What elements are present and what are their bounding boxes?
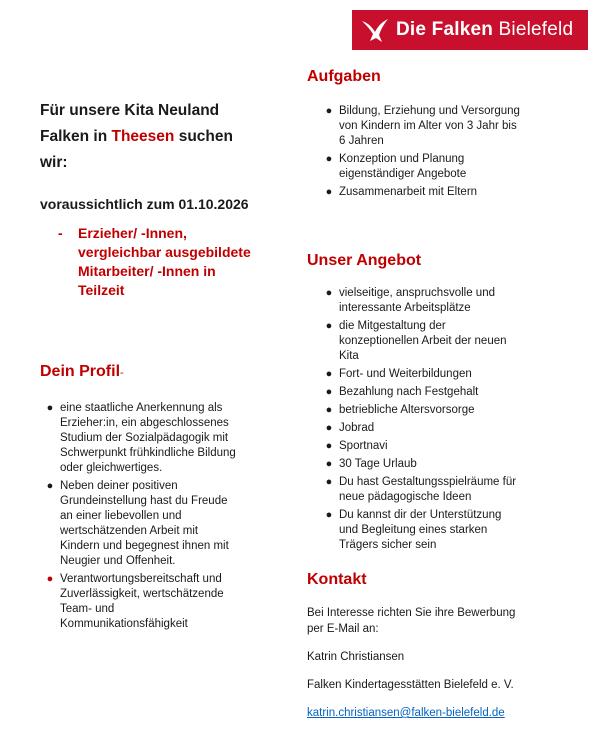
list-item: ● Du hast Gestaltungsspielräume für neue pädagogische Ideen	[325, 476, 517, 503]
position-title: Erzieher/ -Innen, vergleichbar ausgebildete Mitarbeiter/ -Innen in Teilzeit	[78, 225, 251, 298]
logo-text: Die Falken Bielefeld	[396, 19, 574, 40]
kontakt-text: Bei Interesse richten Sie ihre Bewerbung per E-Mail an:	[307, 607, 516, 635]
kontakt-title: Kontakt	[307, 571, 367, 588]
falcon-icon	[360, 15, 390, 45]
start-date: voraussichtlich zum 01.10.2026	[40, 196, 249, 212]
list-item: ● vielseitige, anspruchsvolle und interessante Arbeitsplätze	[325, 287, 495, 314]
list-item: ● Bildung, Erziehung und Versorgung von Kindern im Alter von 3 Jahr bis 6 Jahren	[325, 105, 520, 147]
position-item: - Erzieher/ -Innen, vergleichbar ausgebildete Mitarbeiter/ -Innen in Teilzeit	[58, 225, 251, 298]
angebot-title: Unser Angebot	[307, 252, 422, 269]
angebot-list	[319, 286, 587, 553]
list-item: ● Bezahlung nach Festgehalt	[325, 386, 479, 398]
list-item: ● eine staatliche Anerkennung als Erzieher:in, ein abgeschlossenes Studium der Sozialpädagogik mit Schwerpunkt frühkindliche Bildung oder gleichwertiges.	[46, 402, 236, 474]
list-item: ● Verantwortungsbereitschaft und Zuverlässigkeit, wertschätzende Team- und Kommunikationsfähigkeit	[46, 573, 224, 630]
headline: Für unsere Kita Neuland Falken in Theesen suchen wir:	[40, 102, 233, 171]
list-item: ● Fort- und Weiterbildungen	[325, 368, 472, 380]
falken-logo	[352, 10, 588, 50]
list-item: ● Du kannst dir der Unterstützung und Begleitung eines starken Trägers sicher sein	[325, 509, 502, 551]
aufgaben-list	[319, 104, 587, 200]
kontakt-org: Falken Kindertagesstätten Bielefeld e. V.	[307, 679, 514, 691]
list-item: ● Sportnavi	[325, 440, 388, 452]
email-link[interactable]: katrin.christiansen@falken-bielefeld.de	[307, 707, 505, 719]
list-item: ● Neben deiner positiven Grundeinstellung hast du Freude an einer liebevollen und wertschätzenden Arbeit mit Kindern und begegnest ihnen mit Neugier und Offenheit.	[46, 480, 229, 567]
list-item: ● betriebliche Altersvorsorge	[325, 404, 475, 416]
left-column	[40, 98, 290, 635]
list-item: ● Jobrad	[325, 422, 375, 434]
list-item: ● 30 Tage Urlaub	[325, 458, 417, 470]
kontakt-name: Katrin Christiansen	[307, 651, 405, 663]
location-highlight: Theesen	[111, 128, 175, 145]
profil-title: Dein Profil-	[40, 363, 124, 380]
list-item: ● Konzeption und Planung eigenständiger Angebote	[325, 153, 467, 180]
list-item: ● Zusammenarbeit mit Eltern	[325, 186, 478, 198]
profil-list	[40, 401, 290, 632]
kontakt-block	[307, 605, 587, 721]
list-item: ● die Mitgestaltung der konzeptionellen Arbeit der neuen Kita	[325, 320, 507, 362]
aufgaben-title: Aufgaben	[307, 68, 381, 85]
right-column	[307, 68, 587, 721]
